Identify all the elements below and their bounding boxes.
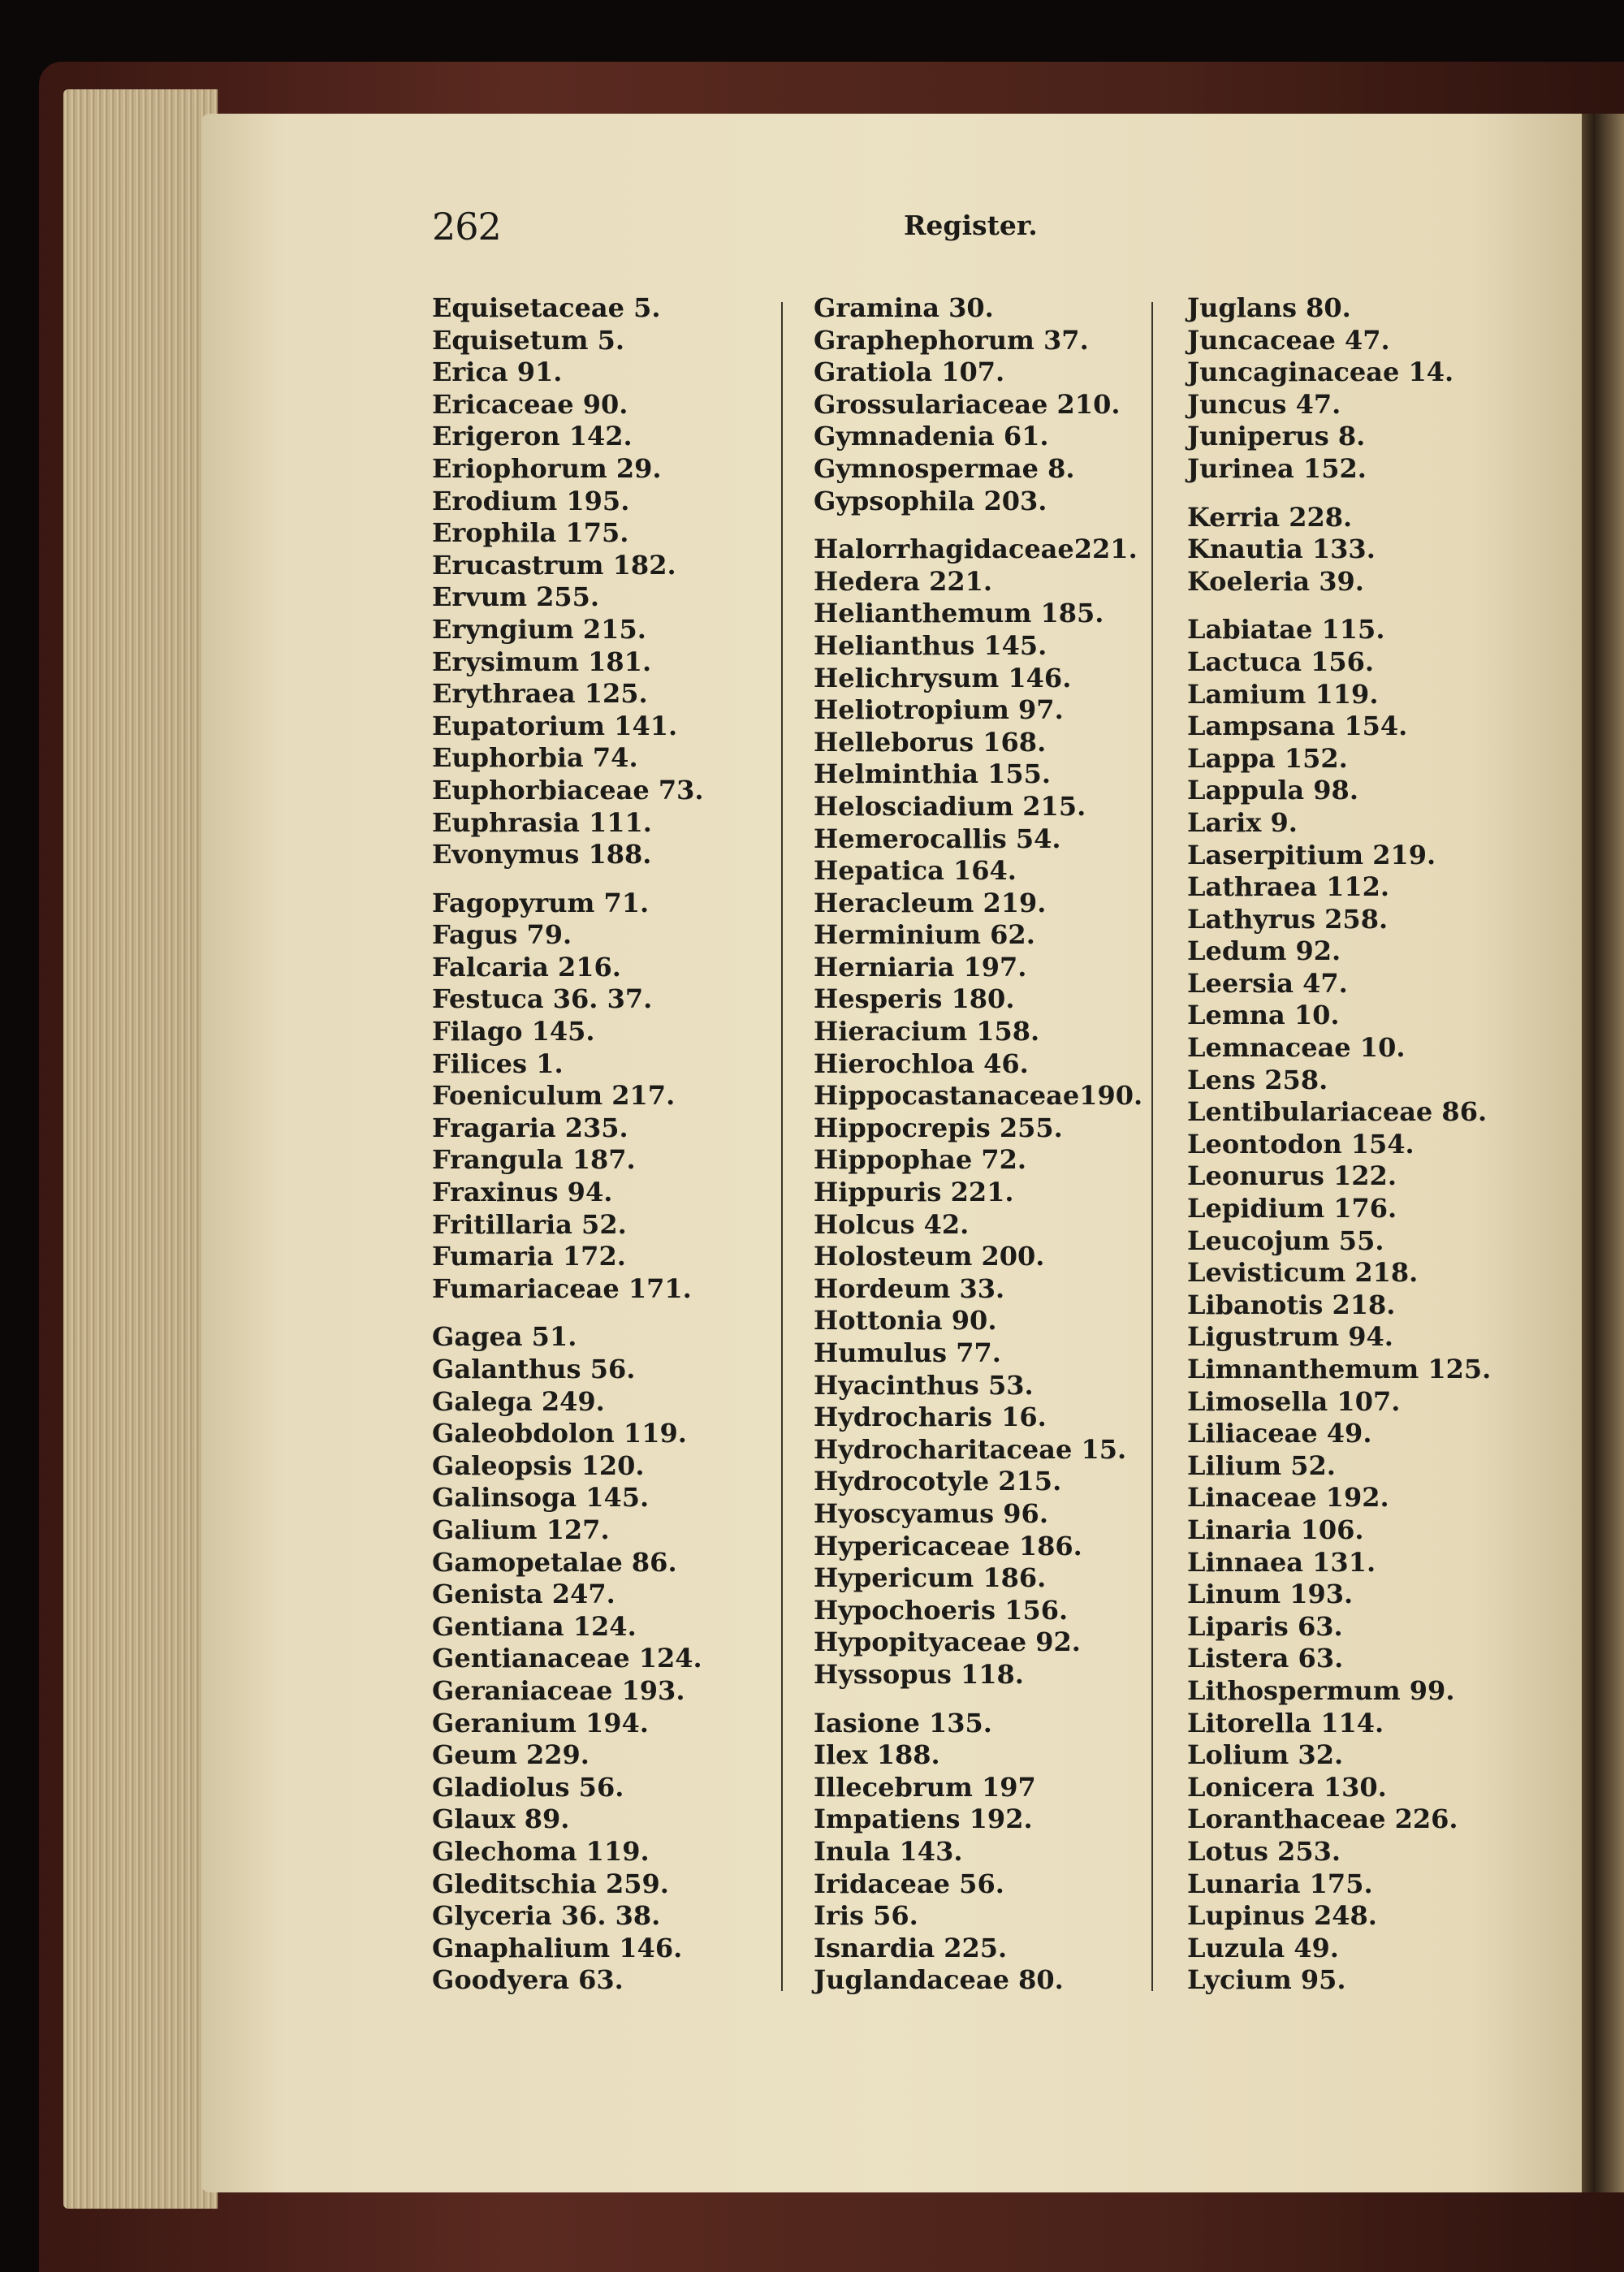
index-entry: Iris 56.	[814, 1900, 918, 1932]
index-entry: Fumariaceae 171.	[432, 1272, 692, 1304]
index-entry: Lamium 119.	[1187, 678, 1379, 710]
index-entry: Knautia 133.	[1187, 533, 1376, 565]
index-entry: Linaceae 192.	[1187, 1482, 1389, 1514]
index-letter-group	[814, 533, 1142, 1691]
index-entry: Gratiola 107.	[814, 356, 1005, 388]
index-entry: Isnardia 225.	[814, 1932, 1008, 1963]
index-entry: Erodium 195.	[432, 485, 630, 516]
index-entry: Euphorbiaceae 73.	[432, 774, 704, 806]
index-entry: Gladiolus 56.	[432, 1771, 624, 1803]
index-entry: Holosteum 200.	[814, 1241, 1045, 1272]
index-entry: Hypericaceae 186.	[814, 1530, 1082, 1561]
index-entry: Erucastrum 182.	[432, 549, 676, 581]
index-entry: Hieracium 158.	[814, 1016, 1040, 1047]
index-entry: Falcaria 216.	[432, 951, 621, 983]
index-entry: Humulus 77.	[814, 1337, 1001, 1368]
index-entry: Frangula 187.	[432, 1144, 636, 1176]
index-entry: Illecebrum 197	[814, 1771, 1036, 1803]
index-entry: Jurinea 152.	[1187, 452, 1367, 484]
index-entry: Fagopyrum 71.	[432, 887, 650, 918]
index-entry: Gentiana 124.	[432, 1610, 637, 1642]
index-entry: Gypsophila 203.	[814, 485, 1047, 516]
index-entry: Helleborus 168.	[814, 726, 1047, 758]
index-entry: Iasione 135.	[814, 1707, 992, 1739]
index-entry: Helosciadium 215.	[814, 790, 1086, 822]
index-entry: Lactuca 156.	[1187, 646, 1375, 677]
index-letter-group	[1187, 502, 1491, 598]
index-entry: Equisetaceae 5.	[432, 292, 661, 323]
index-column-3	[1187, 292, 1491, 1997]
index-letter-group	[432, 888, 704, 1306]
index-entry: Juglans 80.	[1187, 292, 1351, 323]
index-letter-group	[814, 292, 1142, 517]
index-entry: Galeobdolon 119.	[432, 1418, 687, 1449]
index-entry: Glaux 89.	[432, 1803, 570, 1835]
index-entry: Eryngium 215.	[432, 613, 646, 645]
index-entry: Fritillaria 52.	[432, 1208, 627, 1240]
index-entry: Hierochloa 46.	[814, 1047, 1029, 1079]
index-entry: Lathraea 112.	[1187, 871, 1390, 903]
index-entry: Liparis 63.	[1187, 1610, 1343, 1642]
index-entry: Liliaceae 49.	[1187, 1418, 1372, 1449]
index-entry: Glechoma 119.	[432, 1835, 650, 1867]
index-entry: Euphrasia 111.	[432, 806, 652, 838]
index-entry: Lycium 95.	[1187, 1964, 1346, 1996]
index-entry: Geum 229.	[432, 1739, 590, 1771]
index-entry: Limosella 107.	[1187, 1385, 1401, 1417]
index-entry: Gamopetalae 86.	[432, 1546, 677, 1578]
column-rule	[781, 302, 783, 1991]
index-entry: Listera 63.	[1187, 1643, 1344, 1674]
index-entry: Grossulariaceae 210.	[814, 388, 1121, 420]
index-entry: Laserpitium 219.	[1187, 839, 1436, 870]
index-entry: Lens 258.	[1187, 1064, 1328, 1095]
index-letter-group	[1187, 614, 1491, 1997]
index-entry: Litorella 114.	[1187, 1707, 1384, 1739]
index-entry: Larix 9.	[1187, 806, 1298, 838]
index-entry: Leucojum 55.	[1187, 1225, 1384, 1256]
index-entry: Gagea 51.	[432, 1321, 577, 1353]
index-entry: Erigeron 142.	[432, 421, 633, 452]
index-entry: Herminium 62.	[814, 919, 1035, 951]
index-entry: Foeniculum 217.	[432, 1080, 676, 1112]
index-entry: Gymnospermae 8.	[814, 452, 1075, 484]
index-entry: Erysimum 181.	[432, 646, 652, 677]
index-entry: Hydrocharis 16.	[814, 1402, 1047, 1433]
index-entry: Iridaceae 56.	[814, 1868, 1004, 1899]
running-title: Register.	[904, 209, 1038, 241]
index-entry: Linum 193.	[1187, 1579, 1354, 1610]
index-entry: Ligustrum 94.	[1187, 1321, 1393, 1353]
index-entry: Fragaria 235.	[432, 1112, 628, 1143]
index-entry: Lunaria 175.	[1187, 1868, 1373, 1899]
index-entry: Ledum 92.	[1187, 935, 1341, 967]
index-entry: Lolium 32.	[1187, 1739, 1344, 1771]
index-entry: Hyssopus 118.	[814, 1658, 1024, 1690]
index-entry: Gymnadenia 61.	[814, 421, 1049, 452]
index-entry: Juncus 47.	[1187, 388, 1341, 420]
index-entry: Hottonia 90.	[814, 1305, 997, 1337]
index-entry: Lotus 253.	[1187, 1835, 1341, 1867]
index-entry: Evonymus 188.	[432, 839, 652, 870]
index-entry: Erythraea 125.	[432, 678, 648, 710]
index-entry: Fraxinus 94.	[432, 1177, 613, 1208]
index-entry: Ericaceae 90.	[432, 388, 628, 420]
index-entry: Fagus 79.	[432, 919, 572, 951]
index-entry: Hydrocharitaceae 15.	[814, 1433, 1127, 1465]
index-column-1	[432, 292, 704, 1997]
index-entry: Hippophae 72.	[814, 1144, 1027, 1176]
index-entry: Hesperis 180.	[814, 983, 1015, 1015]
column-rule	[1151, 302, 1153, 1991]
index-entry: Lappa 152.	[1187, 742, 1348, 774]
index-entry: Filices 1.	[432, 1047, 564, 1079]
index-entry: Hyacinthus 53.	[814, 1369, 1034, 1401]
index-entry: Heracleum 219.	[814, 887, 1047, 918]
index-letter-group	[1187, 292, 1491, 486]
index-entry: Helichrysum 146.	[814, 662, 1072, 693]
index-entry: Linaria 106.	[1187, 1514, 1364, 1545]
index-entry: Inula 143.	[814, 1835, 963, 1867]
index-entry: Hedera 221.	[814, 565, 992, 597]
page-number: 262	[432, 205, 501, 248]
index-entry: Geranium 194.	[432, 1707, 649, 1739]
index-entry: Lampsana 154.	[1187, 711, 1408, 742]
index-entry: Hippuris 221.	[814, 1177, 1014, 1208]
index-entry: Gleditschia 259.	[432, 1868, 669, 1899]
index-entry: Fumaria 172.	[432, 1241, 626, 1272]
index-entry: Lentibulariaceae 86.	[1187, 1096, 1488, 1128]
index-entry: Hydrocotyle 215.	[814, 1466, 1062, 1497]
index-entry: Hyoscyamus 96.	[814, 1497, 1048, 1529]
index-entry: Galinsoga 145.	[432, 1482, 650, 1514]
index-entry: Lappula 98.	[1187, 775, 1358, 806]
index-entry: Heliotropium 97.	[814, 694, 1064, 726]
index-entry: Hippocastanaceae190.	[814, 1080, 1143, 1112]
index-entry: Lemnaceae 10.	[1187, 1032, 1406, 1064]
index-entry: Levisticum 218.	[1187, 1257, 1419, 1289]
index-entry: Genista 247.	[432, 1579, 615, 1610]
index-entry: Galega 249.	[432, 1385, 605, 1417]
index-entry: Halorrhagidaceae221.	[814, 533, 1138, 565]
index-entry: Euphorbia 74.	[432, 742, 638, 774]
index-entry: Gentianaceae 124.	[432, 1643, 702, 1674]
index-entry: Galanthus 56.	[432, 1354, 636, 1384]
index-entry: Gramina 30.	[814, 292, 994, 323]
index-entry: Leontodon 154.	[1187, 1128, 1415, 1160]
index-entry: Luzula 49.	[1187, 1932, 1339, 1963]
index-entry: Hypopityaceae 92.	[814, 1626, 1081, 1658]
index-entry: Hepatica 164.	[814, 855, 1017, 887]
index-entry: Juglandaceae 80.	[814, 1964, 1064, 1996]
index-entry: Linnaea 131.	[1187, 1546, 1376, 1578]
index-entry: Helianthus 145.	[814, 629, 1047, 661]
index-entry: Juncaginaceae 14.	[1187, 356, 1454, 388]
index-entry: Erica 91.	[432, 356, 563, 388]
index-entry: Juncaceae 47.	[1187, 324, 1390, 356]
index-entry: Leersia 47.	[1187, 967, 1348, 999]
index-entry: Libanotis 218.	[1187, 1289, 1396, 1320]
index-entry: Geraniaceae 193.	[432, 1674, 685, 1706]
index-entry: Glyceria 36. 38.	[432, 1900, 661, 1932]
index-letter-group	[814, 1708, 1142, 1997]
index-entry: Equisetum 5.	[432, 324, 625, 356]
index-letter-group	[432, 1321, 704, 1996]
index-entry: Goodyera 63.	[432, 1964, 624, 1996]
index-entry: Labiatae 115.	[1187, 614, 1385, 646]
index-entry: Hypochoeris 156.	[814, 1594, 1069, 1626]
index-entry: Holcus 42.	[814, 1208, 970, 1240]
index-entry: Kerria 228.	[1187, 501, 1353, 533]
index-entry: Eriophorum 29.	[432, 452, 662, 484]
index-entry: Helianthemum 185.	[814, 598, 1104, 629]
index-entry: Lemna 10.	[1187, 1000, 1340, 1031]
index-entry: Hippocrepis 255.	[814, 1112, 1063, 1143]
index-entry: Festuca 36. 37.	[432, 983, 653, 1015]
index-entry: Lilium 52.	[1187, 1449, 1336, 1481]
index-entry: Impatiens 192.	[814, 1803, 1033, 1835]
index-entry: Juniperus 8.	[1187, 421, 1366, 452]
index-entry: Graphephorum 37.	[814, 324, 1089, 356]
index-entry: Ilex 188.	[814, 1739, 940, 1771]
index-entry: Lonicera 130.	[1187, 1771, 1387, 1803]
index-entry: Loranthaceae 226.	[1187, 1803, 1458, 1835]
index-entry: Lupinus 248.	[1187, 1900, 1377, 1932]
index-entry: Helminthia 155.	[814, 758, 1052, 790]
index-entry: Gnaphalium 146.	[432, 1932, 683, 1963]
index-entry: Herniaria 197.	[814, 951, 1027, 983]
index-entry: Hemerocallis 54.	[814, 823, 1061, 854]
index-entry: Koeleria 39.	[1187, 565, 1364, 597]
index-letter-group	[432, 292, 704, 871]
index-entry: Leonurus 122.	[1187, 1160, 1397, 1192]
index-entry: Eupatorium 141.	[432, 710, 678, 741]
index-entry: Galium 127.	[432, 1514, 610, 1545]
index-entry: Hordeum 33.	[814, 1272, 1005, 1304]
page-edges	[63, 89, 218, 2209]
index-entry: Lithospermum 99.	[1187, 1674, 1455, 1706]
index-entry: Limnanthemum 125.	[1187, 1354, 1492, 1384]
index-entry: Hypericum 186.	[814, 1562, 1047, 1594]
index-entry: Lepidium 176.	[1187, 1193, 1397, 1225]
index-entry: Erophila 175.	[432, 517, 629, 549]
index-entry: Filago 145.	[432, 1016, 595, 1047]
index-entry: Lathyrus 258.	[1187, 903, 1389, 935]
index-entry: Ervum 255.	[432, 581, 600, 613]
index-entry: Galeopsis 120.	[432, 1449, 645, 1481]
index-column-2	[814, 292, 1142, 1997]
